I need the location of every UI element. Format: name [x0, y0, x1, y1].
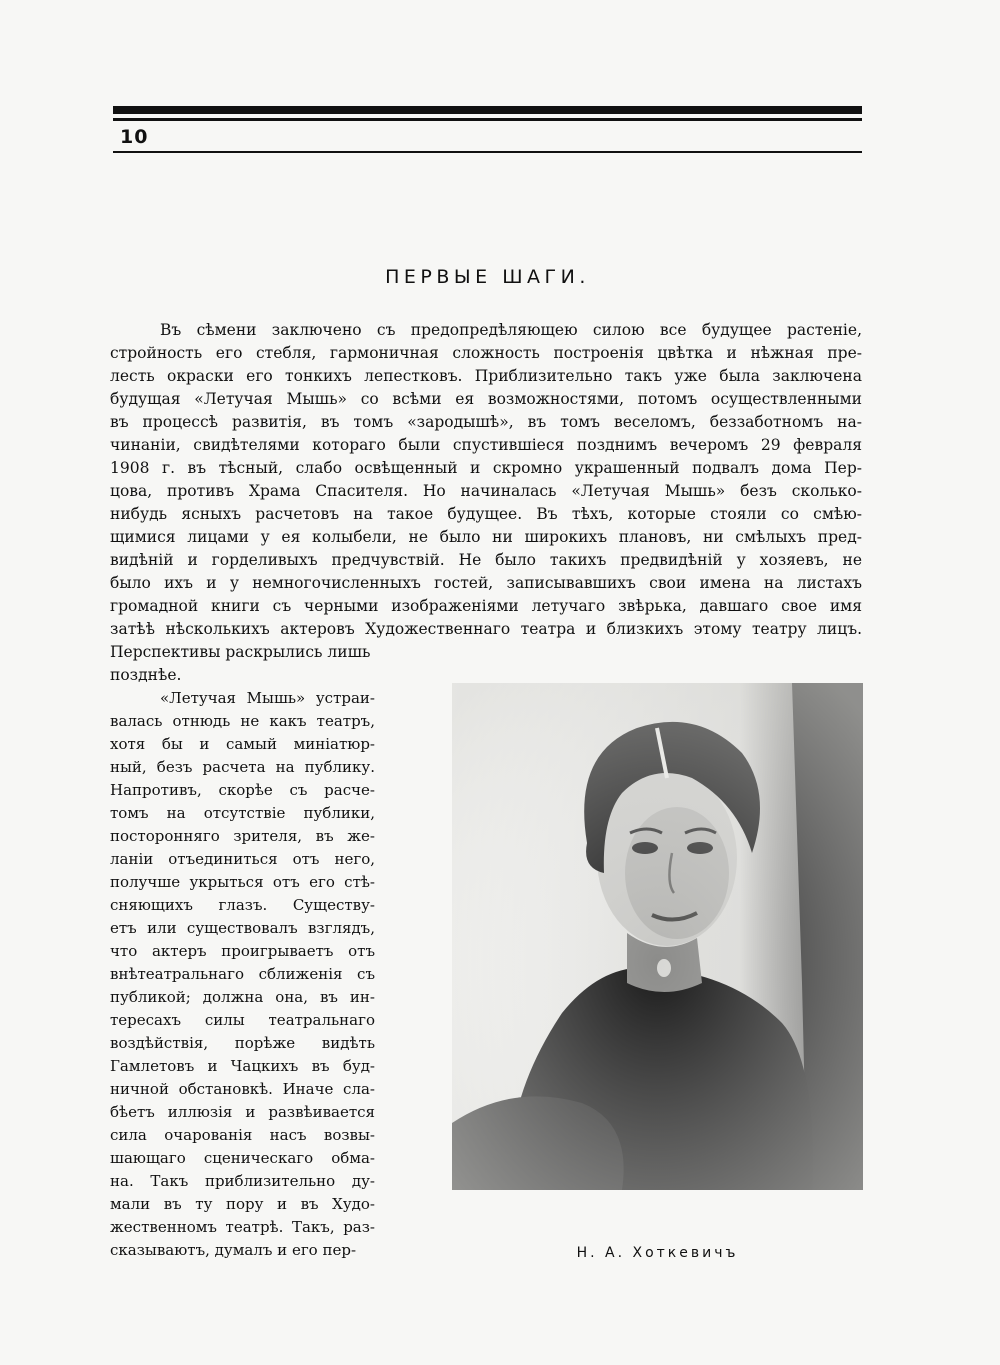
column-line: сила очарованія насъ возвы-: [110, 1126, 375, 1144]
body-line: позднѣе.: [110, 666, 182, 684]
column-line: сказываютъ, думалъ и его пер-: [110, 1241, 357, 1259]
column-line: Гамлетовъ и Чацкихъ въ буд-: [110, 1057, 375, 1075]
body-line: 1908 г. въ тѣсный, слабо освѣщенный и скромно украшенный подвалъ дома Пер-: [110, 459, 862, 477]
column-line: ный, безъ расчета на публику.: [110, 758, 375, 776]
column-line: тересахъ силы театральнаго: [110, 1011, 375, 1029]
column-line: ничной обстановкѣ. Иначе сла-: [110, 1080, 375, 1098]
body-line: Перспективы раскрылись лишь: [110, 643, 371, 661]
header-rule-thin: [113, 118, 862, 121]
column-line: воздѣйствія, порѣже видѣть: [110, 1034, 375, 1052]
column-line: етъ или существовалъ взглядъ,: [110, 919, 375, 937]
header-rule-thick: [113, 106, 862, 114]
portrait-photo: [452, 683, 863, 1190]
column-line: получше укрыться отъ его стѣ-: [110, 873, 375, 891]
column-line: Напротивъ, скорѣе съ расче-: [110, 781, 375, 799]
column-line: валась отнюдь не какъ театръ,: [110, 712, 375, 730]
column-line: жественномъ театрѣ. Такъ, раз-: [110, 1218, 375, 1236]
column-line: на. Такъ приблизительно ду-: [110, 1172, 375, 1190]
column-line: публикой; должна она, въ ин-: [110, 988, 375, 1006]
column-line: шающаго сценическаго обма-: [110, 1149, 375, 1167]
body-line: затѣѣ нѣсколькихъ актеровъ Художественнаго театра и близкихъ этому театру лицъ.: [110, 620, 862, 638]
page-number: 10: [120, 126, 149, 148]
column-line: сняющихъ глазъ. Существу-: [110, 896, 375, 914]
body-line: Въ сѣмени заключено съ предопредѣляющею силою все будущее растеніе,: [160, 321, 862, 339]
column-line: ланіи отъединиться отъ него,: [110, 850, 375, 868]
column-line: бѣетъ иллюзія и развѣивается: [110, 1103, 375, 1121]
header-rule-bottom: [113, 151, 862, 153]
body-line: стройность его стебля, гармоничная сложность построенія цвѣтка и нѣжная пре-: [110, 344, 862, 362]
body-line: будущая «Летучая Мышь» со всѣми ея возможностями, потомъ осуществленными: [110, 390, 862, 408]
column-line: внѣтеатральнаго сближенія съ: [110, 965, 375, 983]
body-line: нибудь ясныхъ расчетовъ на такое будущее. Въ тѣхъ, которые стояли со смѣю-: [110, 505, 862, 523]
body-line: чинаніи, свидѣтелями котораго были спустившіеся позднимъ вечеромъ 29 февраля: [110, 436, 862, 454]
photo-caption: Н. А. Хоткевичъ: [576, 1245, 739, 1261]
body-line: цова, противъ Храма Спасителя. Но начиналась «Летучая Мышь» безъ сколько-: [110, 482, 862, 500]
column-line: посторонняго зрителя, въ же-: [110, 827, 375, 845]
column-line: мали въ ту пору и въ Худо-: [110, 1195, 375, 1213]
body-line: видѣній и горделивыхъ предчувствій. Не было такихъ предвидѣній у хозяевъ, не: [110, 551, 862, 569]
body-line: громадной книги съ черными изображеніями летучаго звѣрька, давшаго свое имя: [110, 597, 862, 615]
body-line: щимися лицами у ея колыбели, не было ни широкихъ плановъ, ни смѣлыхъ пред-: [110, 528, 862, 546]
column-line: хотя бы и самый миніатюр-: [110, 735, 375, 753]
column-line: что актеръ проигрываетъ отъ: [110, 942, 375, 960]
body-line: въ процессѣ развитія, въ томъ «зародышѣ», въ томъ веселомъ, беззаботномъ на-: [110, 413, 862, 431]
column-line: «Летучая Мышь» устраи-: [160, 689, 375, 707]
body-line: лесть окраски его тонкихъ лепестковъ. Приблизительно такъ уже была заключена: [110, 367, 862, 385]
section-title: ПЕРВЫЕ ШАГИ.: [385, 266, 590, 288]
body-line: было ихъ и у немногочисленныхъ гостей, записывавшихъ свои имена на листахъ: [110, 574, 862, 592]
column-line: томъ на отсутствіе публики,: [110, 804, 375, 822]
